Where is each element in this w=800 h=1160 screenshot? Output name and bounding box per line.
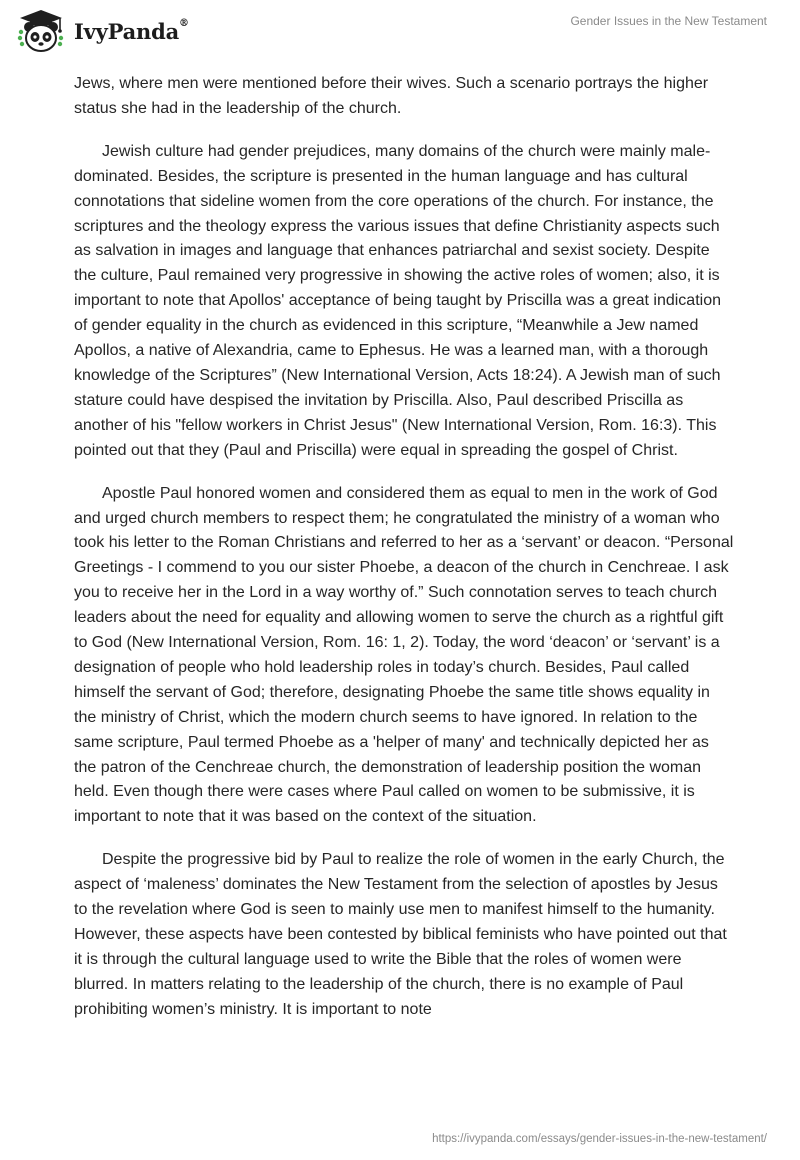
paragraph: Jewish culture had gender prejudices, many domains of the church were mainly male-dominated. Besides, the scripture is presented in the human language and has cultural connotations that sideline women from the core operations of the church. For instance, the scriptures and the theology express the various issues that define Christianity aspects such as salvation in images and language that enhances patriarchal and sexist society. Despite the culture, Paul remained very progressive in showing the active roles of women; also, it is important to note that Apollos' acceptance of being taught by Priscilla was a great indication of gender equality in the church as evidenced in this scripture, “Meanwhile a Jew named Apollos, a native of Alexandria, came to Ephesus. He was a learned man, with a thorough knowledge of the Scriptures” (New International Version, Acts 18:24). A Jewish man of such stature could have despised the invitation by Priscilla. Also, Paul described Priscilla as another of his "fellow workers in Christ Jesus" (New International Version, Rom. 16:3). This pointed out that they (Paul and Priscilla) were equal in spreading the gospel of Christ. [74, 142, 721, 459]
paragraph: Apostle Paul honored women and considered them as equal to men in the work of God and urged church members to respect them; he congratulated the ministry of a woman who took his letter to the Roman Christians and referred to her as a ‘servant’ or deacon. “Personal Greetings - I commend to you our sister Phoebe, a deacon of the church in Cenchreae. I ask you to receive her in the Lord in a way worthy of.” Such connotation serves to teach church leaders about the need for equality and allowing women to serve the church as a rightful gift to God (New International Version, Rom. 16: 1, 2). Today, the word ‘deacon’ or ‘servant’ is a designation of people who hold leadership roles in today’s church. Besides, Paul called himself the servant of God; therefore, designating Phoebe the same title shows equality in the ministry of Christ, which the modern church seems to have ignored. In relation to the same scripture, Paul termed Phoebe as a 'helper of many' and technically depicted her as the patron of the Cenchreae church, the demonstration of leadership position the woman held. Even though there were cases where Paul called on women to be submissive, it is important to note that it was based on the context of the situation. [74, 484, 734, 826]
brand-name: IvyPanda® [74, 17, 189, 44]
page-header [0, 0, 800, 62]
document-title: Gender Issues in the New Testament [570, 14, 767, 28]
paragraph: Despite the progressive bid by Paul to realize the role of women in the early Church, the aspect of ‘maleness’ dominates the New Testament from the selection of apostles by Jesus to the revelation where God is seen to mainly use men to manifest himself to the humanity. However, these aspects have been contested by biblical feminists who have pointed out that it is through the cultural language used to write the Bible that the roles of women were blurred. In matters relating to the leadership of the church, there is no example of Paul prohibiting women’s ministry. It is important to note [74, 851, 727, 1018]
source-url[interactable]: https://ivypanda.com/essays/gender-issues-in-the-new-testament/ [432, 1133, 767, 1145]
brand-logo[interactable] [16, 8, 189, 54]
essay-body [74, 72, 734, 1041]
panda-mascot-icon [16, 8, 66, 54]
paragraph: Jews, where men were mentioned before their wives. Such a scenario portrays the higher status she had in the leadership of the church. [74, 75, 709, 117]
